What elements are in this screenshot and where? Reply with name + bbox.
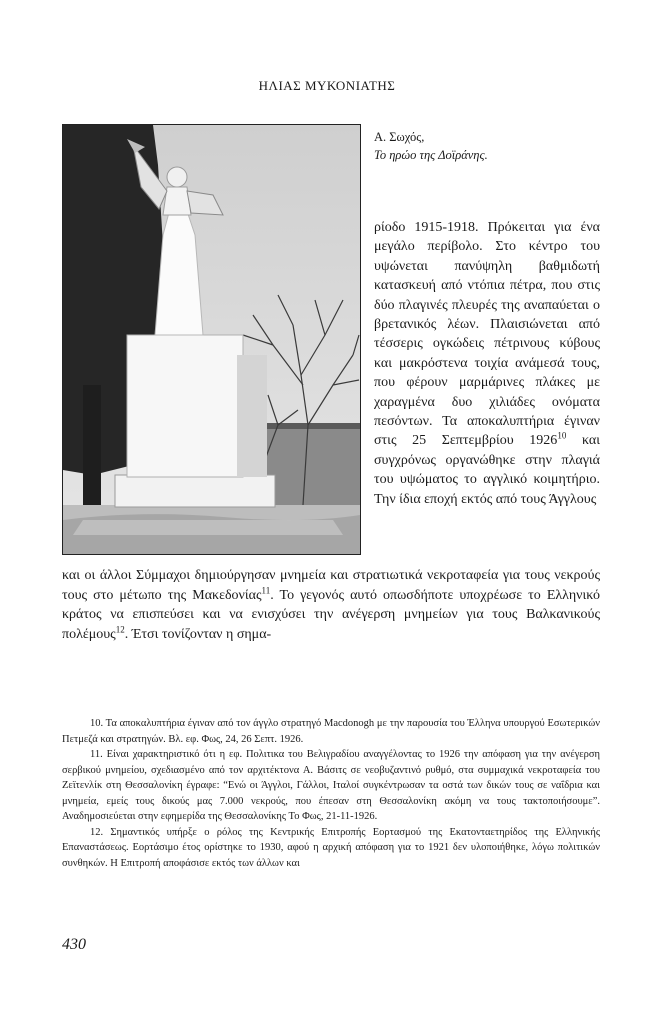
monument-photograph — [62, 124, 361, 555]
full-paragraph-part-b: . Το γεγονός αυτό οπωσδήποτε υποχρέωσε το Ελληνικό κράτος να επισπεύσει και να ενισχύσει την ανέγερση μνημείων για τους Βαλκανικούς πολέμους — [62, 587, 600, 642]
caption-title: Το ηρώο της Δοϊράνης. — [374, 148, 488, 162]
footnotes — [62, 716, 600, 871]
side-paragraph-text-end: και συγχρόνως οργανώθηκε στην πλαγιά του υψώματος το αγγλικό κοιμητήριο. Την ίδια εποχή εκτός από τους Άγγλους — [374, 433, 600, 507]
full-paragraph-part-a: και οι άλλοι Σύμμαχοι δημιούργησαν μνημεία και στρατιωτικά νεκροταφεία για τους νεκρούς τους στο μέτωπο της Μακεδονίας — [62, 568, 600, 603]
full-paragraph-part-c: . Έτσι τονίζονταν η σημα- — [124, 626, 272, 642]
footnote-ref-12: 12 — [115, 624, 125, 635]
footnote-ref-10: 10 — [557, 430, 567, 441]
figure-caption — [374, 128, 594, 164]
caption-author: Α. Σωχός, — [374, 130, 425, 144]
footnote-10: 10. Τα αποκαλυπτήρια έγιναν από τον άγγλο στρατηγό Macdonogh με την παρουσία του Έλληνα υπουργού Εσωτερικών Πετμεζά και στρατηγών. Βλ. εφ. Φως, 24, 26 Σεπτ. 1926. — [62, 718, 600, 745]
running-header: ΗΛΙΑΣ ΜΥΚΟΝΙΑΤΗΣ — [258, 78, 396, 93]
footnote-11: 11. Είναι χαρακτηριστικό ότι η εφ. Πολιτικα του Βελιγραδίου αναγγέλοντας το 1926 την απόφαση για την ανέγερση σερβικού μνημείου, σχεδιασμένο από τον αρχιτέκτονα Α. Βάσιτς σε νεοβυζαντινό ρυθμό, στα συμμαχικά νεκροταφεία του Ζεϊτενλίκ στη Θεσσαλονίκη έγραφε: “Ενώ οι Άγγλοι, Γάλλοι, Ιταλοί συγκέντρωσαν τα οστά των δικών τους σε ναΐδρια και μνημεία, εμείς τους δικούς μας 7.000 νεκρούς, που έπεσαν στη Θεσσαλονίκη ακόμη να τους τακτοποιήσουμε”. Αναδημοσιεύεται στην εφημερίδα της Θεσσαλονίκης Το Φως, 21-11-1926. — [62, 749, 600, 822]
full-width-paragraph — [62, 566, 600, 644]
footnote-12: 12. Σημαντικός υπήρξε ο ρόλος της Κεντρικής Επιτροπής Εορτασμού της Εκατονταετηρίδος της Ελληνικής Επαναστάσεως. Εορτάσιμο έτος ορίστηκε το 1930, αφού η αρχική απόφαση για το 1921 δεν υλοποιήθηκε, λόγω πολιτικών συνθηκών. Η Επιτροπή αποφάσισε εκτός των άλλων και — [62, 826, 600, 869]
page-number: 430 — [62, 936, 86, 953]
side-paragraph-text: ρίοδο 1915-1918. Πρόκειται για ένα μεγάλο περίβολο. Στο κέντρο του υψώνεται πανύψηλη βαθμιδωτή κατασκευή από ντόπια πέτρα, που στις δύο πλαγινές πλευρές της αναπαύεται ο βρετανικός λέων. Πλαισιώνεται από τέσσερις ογκώδεις πέτρινους κύβους και μακρόστενα τοιχία ανάμεσά τους, που φέρουν μαρμάρινες πλάκες με χαραγμένα δυο χιλιάδες ονόματα πεσόντων. Τα αποκαλυπτήρια έγιναν στις 25 Σεπτεμβρίου 1926 — [374, 220, 600, 449]
side-paragraph — [374, 218, 600, 509]
footnote-ref-11: 11 — [261, 584, 271, 595]
